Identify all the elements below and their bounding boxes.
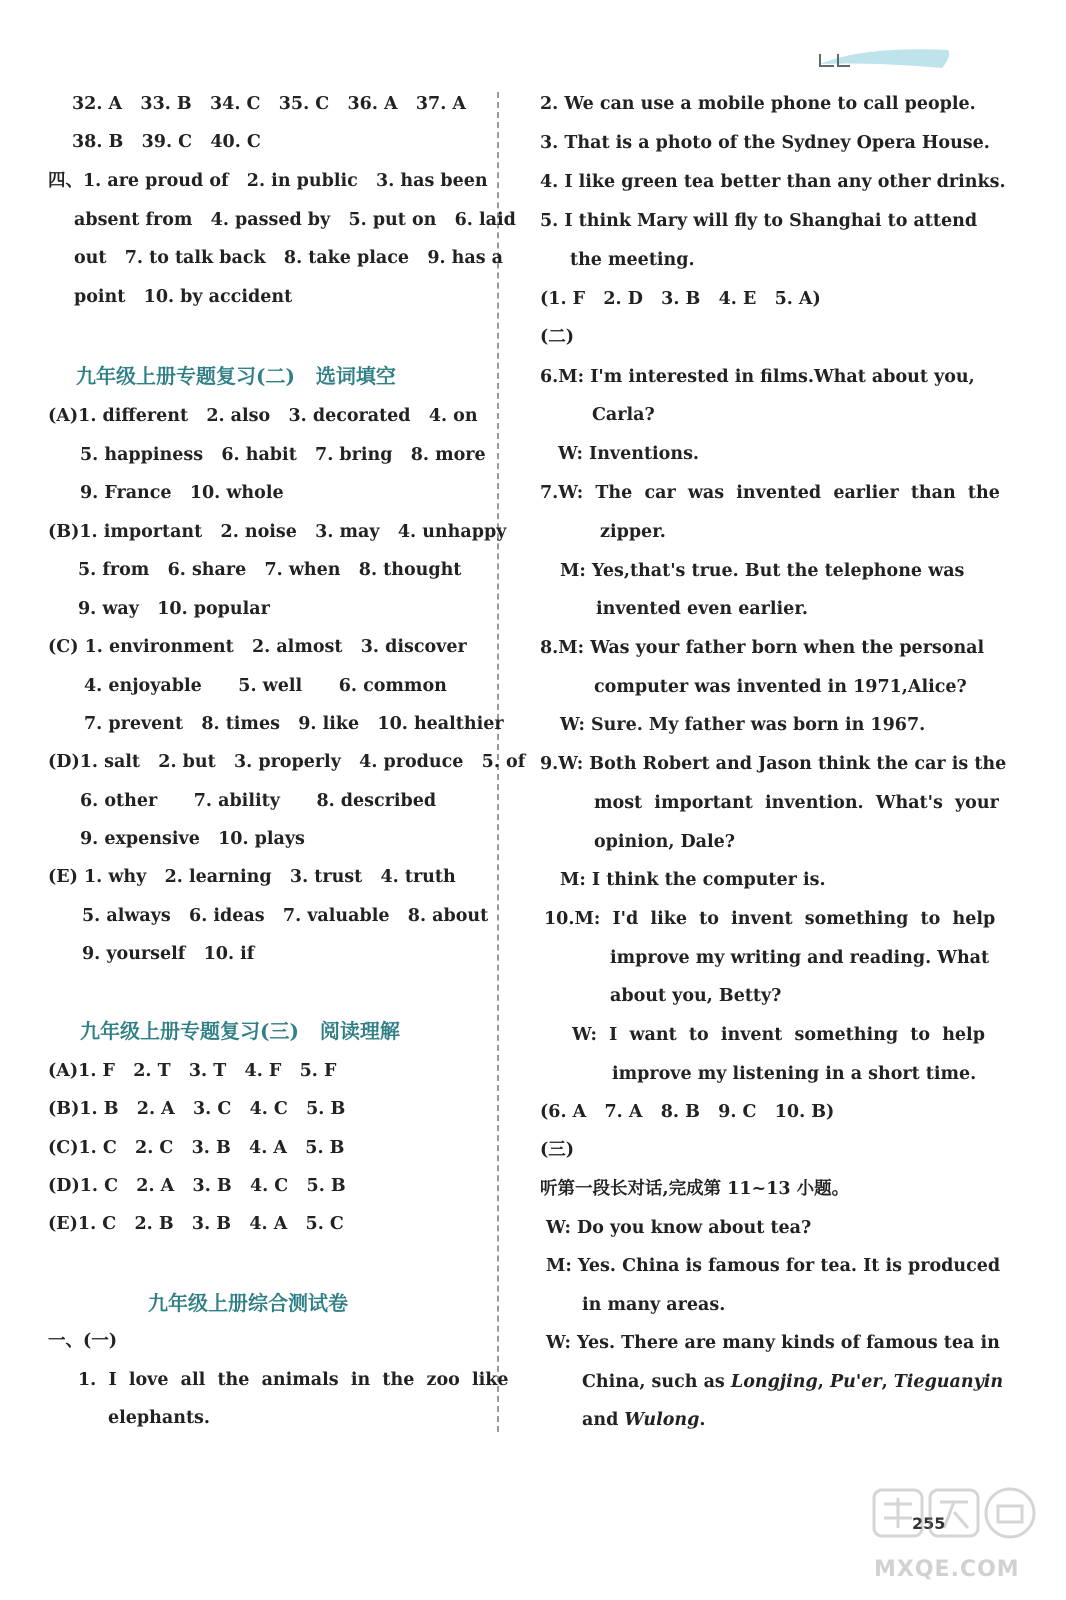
text-run: and xyxy=(582,1410,625,1430)
text-run: China, such as xyxy=(582,1372,731,1392)
dialogue-line: W: Yes. There are many kinds of famous tea in xyxy=(546,1333,1000,1353)
answer-line: 5. happiness 6. habit 7. bring 8. more xyxy=(80,445,486,465)
dialogue-line: M: Yes,that's true. But the telephone was xyxy=(560,561,965,581)
dialogue-line: W: I want to invent something to help xyxy=(572,1025,985,1045)
dialogue-line: opinion, Dale? xyxy=(594,832,736,852)
answer-line: 5. from 6. share 7. when 8. thought xyxy=(78,560,462,580)
answer-line: 6. other 7. ability 8. described xyxy=(80,791,437,811)
answer-line: (1. F 2. D 3. B 4. E 5. A) xyxy=(540,289,821,309)
dialogue-line: improve my writing and reading. What xyxy=(610,948,990,968)
part4-line: absent from 4. passed by 5. put on 6. laid xyxy=(74,210,516,230)
dialogue-line: most important invention. What's your xyxy=(594,793,999,813)
answer-line: (A)1. F 2. T 3. T 4. F 5. F xyxy=(48,1061,337,1081)
dialogue-line: M: I think the computer is. xyxy=(560,870,826,890)
section-heading: 九年级上册综合测试卷 xyxy=(148,1291,348,1315)
answer-line: (E) 1. why 2. learning 3. trust 4. truth xyxy=(48,867,456,887)
question-line: 3. That is a photo of the Sydney Opera House. xyxy=(540,133,990,153)
dialogue-line: W: Sure. My father was born in 1967. xyxy=(560,715,926,735)
answer-line: (B)1. important 2. noise 3. may 4. unhappy xyxy=(48,522,507,542)
dialogue-line: 8.M: Was your father born when the personal xyxy=(540,638,985,658)
text-run: . xyxy=(699,1410,706,1430)
answer-line: 9. expensive 10. plays xyxy=(80,829,305,849)
dialogue-line: computer was invented in 1971,Alice? xyxy=(594,677,967,697)
dialogue-line: 7.W: The car was invented earlier than the xyxy=(540,483,1000,503)
question-line: 5. I think Mary will fly to Shanghai to attend xyxy=(540,211,978,231)
dialogue-line xyxy=(582,1370,1003,1394)
answer-line: (C) 1. environment 2. almost 3. discover xyxy=(48,637,467,657)
answer-line: 4. enjoyable 5. well 6. common xyxy=(84,676,447,696)
answer-line: 32. A 33. B 34. C 35. C 36. A 37. A xyxy=(72,94,466,114)
instruction-line: 听第一段长对话,完成第 11~13 小题。 xyxy=(540,1179,850,1199)
watermark-logo xyxy=(862,1484,1048,1588)
answer-line: 7. prevent 8. times 9. like 10. healthier xyxy=(84,714,504,734)
svg-text:MXQE.COM: MXQE.COM xyxy=(874,1557,1020,1582)
part4-line: out 7. to talk back 8. take place 9. has a xyxy=(74,248,504,268)
header-decoration xyxy=(814,40,954,74)
dialogue-line xyxy=(582,1408,705,1432)
part4-line: point 10. by accident xyxy=(74,287,293,307)
answer-line: (C)1. C 2. C 3. B 4. A 5. B xyxy=(48,1138,345,1158)
dialogue-line: W: Inventions. xyxy=(558,444,700,464)
dialogue-line: in many areas. xyxy=(582,1295,726,1315)
question-line: 2. We can use a mobile phone to call people. xyxy=(540,94,976,114)
page-number: 255 xyxy=(912,1514,946,1533)
section-heading: 九年级上册专题复习(二) 选词填空 xyxy=(76,364,396,388)
answer-line: 38. B 39. C 40. C xyxy=(72,132,261,152)
dialogue-line: M: Yes. China is famous for tea. It is produced xyxy=(546,1256,1001,1276)
part-label: (二) xyxy=(540,327,575,347)
part-label: (三) xyxy=(540,1140,575,1160)
answer-line: (D)1. C 2. A 3. B 4. C 5. B xyxy=(48,1176,346,1196)
tea-name: Pu'er xyxy=(829,1372,882,1392)
text-run: , xyxy=(817,1372,830,1392)
tea-name: Wulong xyxy=(624,1410,700,1430)
answer-line: (6. A 7. A 8. B 9. C 10. B) xyxy=(540,1102,835,1122)
question-line: 1. I love all the animals in the zoo like xyxy=(78,1370,509,1390)
answer-line: 9. yourself 10. if xyxy=(82,944,255,964)
answer-line: 9. France 10. whole xyxy=(80,483,284,503)
answer-line: (A)1. different 2. also 3. decorated 4. on xyxy=(48,406,478,426)
dialogue-line: zipper. xyxy=(600,522,666,542)
answer-line: (E)1. C 2. B 3. B 4. A 5. C xyxy=(48,1214,344,1234)
section-heading: 九年级上册专题复习(三) 阅读理解 xyxy=(80,1019,400,1043)
dialogue-line: improve my listening in a short time. xyxy=(612,1064,977,1084)
answer-line: (D)1. salt 2. but 3. properly 4. produce 5. of xyxy=(48,752,526,772)
answer-line: 9. way 10. popular xyxy=(78,599,270,619)
dialogue-line: Carla? xyxy=(592,405,655,425)
question-line: the meeting. xyxy=(570,250,695,270)
tea-name: Tieguanyin xyxy=(893,1372,1004,1392)
answer-line: (B)1. B 2. A 3. C 4. C 5. B xyxy=(48,1099,346,1119)
tea-name: Longjing xyxy=(730,1372,818,1392)
dialogue-line: 9.W: Both Robert and Jason think the car is the xyxy=(540,754,1007,774)
part4-line: 四、1. are proud of 2. in public 3. has been xyxy=(48,171,488,191)
dialogue-line: 6.M: I'm interested in films.What about you, xyxy=(540,367,975,387)
question-line: elephants. xyxy=(108,1408,210,1428)
dialogue-line: W: Do you know about tea? xyxy=(546,1218,812,1238)
dialogue-line: 10.M: I'd like to invent something to help xyxy=(544,909,996,929)
question-line: 4. I like green tea better than any other drinks. xyxy=(540,172,1006,192)
dialogue-line: invented even earlier. xyxy=(596,599,809,619)
part-label: 一、(一) xyxy=(48,1331,118,1351)
dialogue-line: about you, Betty? xyxy=(610,986,782,1006)
text-run: , xyxy=(881,1372,894,1392)
answer-line: 5. always 6. ideas 7. valuable 8. about xyxy=(82,906,489,926)
